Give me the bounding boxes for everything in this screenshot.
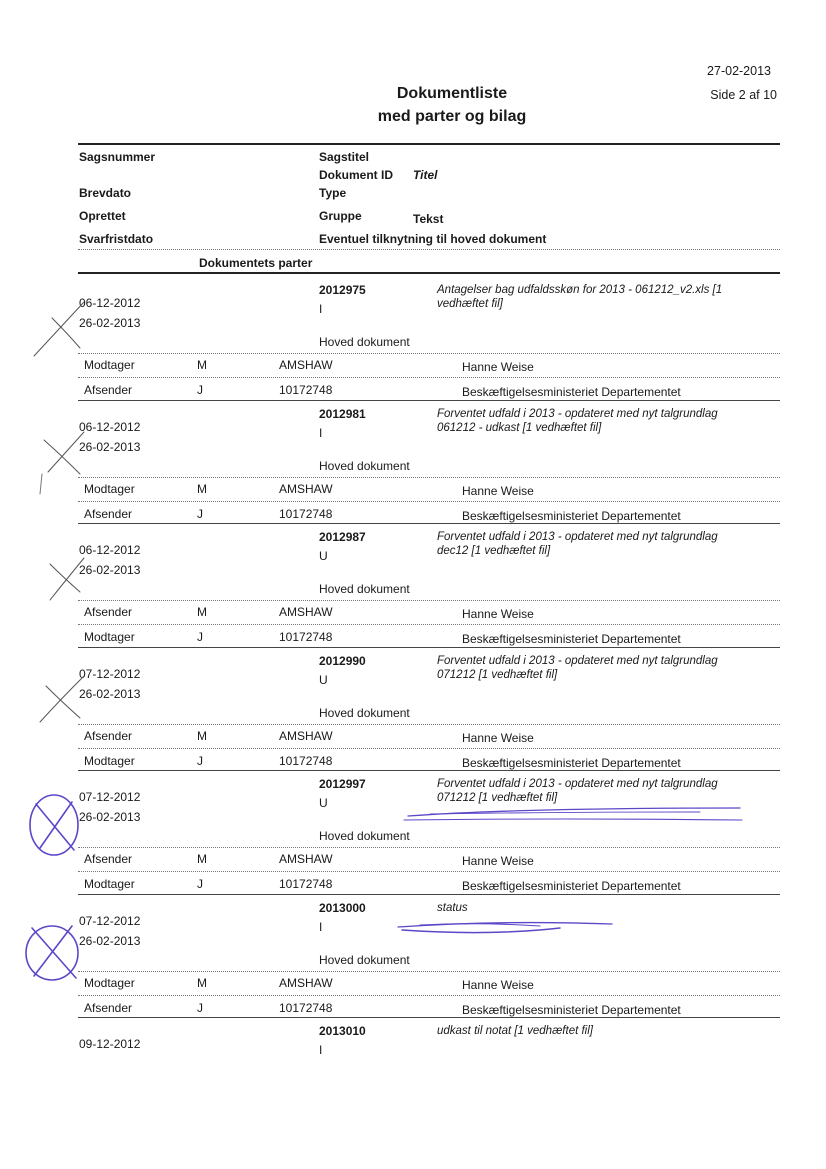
pencil-cross-4b <box>40 676 84 722</box>
doc-title: Antagelser bag udfaldsskøn for 2013 - 061212_v2.xls [1 vedhæftet fil] <box>437 284 723 310</box>
doc-oprettet: 26-02-2013 <box>79 563 141 577</box>
party-code: M <box>197 852 207 866</box>
party-role: Afsender <box>84 507 133 521</box>
col-titel: Titel <box>413 168 438 182</box>
pen-strike-1c <box>430 812 700 814</box>
header-top-rule <box>78 143 780 145</box>
doc-brevdato: 06-12-2012 <box>79 420 141 434</box>
page-number: Side 2 af 10 <box>710 88 777 102</box>
party-code: J <box>197 507 203 521</box>
doc-type: I <box>319 426 323 440</box>
party-ref: AMSHAW <box>279 852 333 866</box>
party-code: J <box>197 630 203 644</box>
doc-link-type: Hoved dokument <box>319 459 410 473</box>
col-svarfristdato: Svarfristdato <box>79 232 154 246</box>
pencil-cross-1b <box>34 302 84 356</box>
doc-id: 2012997 <box>319 777 366 791</box>
pen-circle-1 <box>30 795 78 855</box>
party-name: Beskæftigelsesministeriet Departementet <box>462 879 681 893</box>
party-ref: AMSHAW <box>279 358 333 372</box>
doc-id: 2013010 <box>319 1024 366 1038</box>
party-ref: AMSHAW <box>279 976 333 990</box>
col-type: Type <box>319 186 347 200</box>
party-role: Modtager <box>84 754 135 768</box>
party-role: Modtager <box>84 358 135 372</box>
col-tekst: Tekst <box>413 212 444 226</box>
doc-type: U <box>319 673 328 687</box>
party-role: Modtager <box>84 630 135 644</box>
doc-id: 2013000 <box>319 901 366 915</box>
pencil-cross-2 <box>44 440 80 474</box>
col-brevdato: Brevdato <box>79 186 132 200</box>
party-role: Modtager <box>84 482 135 496</box>
party-divider <box>78 501 780 502</box>
party-role: Afsender <box>84 605 133 619</box>
party-ref: 10172748 <box>279 383 333 397</box>
doc-brevdato: 07-12-2012 <box>79 667 141 681</box>
doc-id: 2012981 <box>319 407 366 421</box>
doc-oprettet: 26-02-2013 <box>79 687 141 701</box>
doc-id: 2012990 <box>319 654 366 668</box>
pen-strike-2 <box>398 923 612 927</box>
doc-title: Forventet udfald i 2013 - opdateret med nyt talgrundlag 071212 [1 vedhæftet fil] <box>437 778 718 804</box>
header-bottom-rule <box>78 272 780 274</box>
doc-type: U <box>319 549 328 563</box>
col-oprettet: Oprettet <box>79 209 126 223</box>
pencil-cross-4 <box>46 686 80 718</box>
doc-brevdato: 07-12-2012 <box>79 914 141 928</box>
doc-type: I <box>319 1043 323 1057</box>
doc-brevdato: 07-12-2012 <box>79 790 141 804</box>
document-title: Dokumentliste <box>396 85 508 102</box>
party-ref: AMSHAW <box>279 729 333 743</box>
party-name: Beskæftigelsesministeriet Departementet <box>462 756 681 770</box>
party-name: Beskæftigelsesministeriet Departementet <box>462 385 681 399</box>
col-gruppe: Gruppe <box>319 209 362 223</box>
party-role: Modtager <box>84 976 135 990</box>
pen-cross-2 <box>32 926 76 978</box>
record-divider <box>78 353 780 354</box>
print-date: 27-02-2013 <box>707 64 771 78</box>
pen-strike-1 <box>408 808 740 816</box>
party-code: J <box>197 877 203 891</box>
party-name: Hanne Weise <box>462 978 534 992</box>
doc-brevdato: 06-12-2012 <box>79 543 141 557</box>
party-divider <box>78 995 780 996</box>
record-separator <box>78 894 780 895</box>
doc-type: U <box>319 796 328 810</box>
doc-brevdato: 06-12-2012 <box>79 296 141 310</box>
pencil-cross-1 <box>52 318 80 348</box>
party-name: Hanne Weise <box>462 854 534 868</box>
party-name: Hanne Weise <box>462 607 534 621</box>
doc-title: Forventet udfald i 2013 - opdateret med nyt talgrundlag dec12 [1 vedhæftet fil] <box>437 531 718 557</box>
party-name: Beskæftigelsesministeriet Departementet <box>462 1003 681 1017</box>
party-divider <box>78 377 780 378</box>
doc-id: 2012987 <box>319 530 366 544</box>
party-code: M <box>197 605 207 619</box>
doc-link-type: Hoved dokument <box>319 582 410 596</box>
party-role: Afsender <box>84 729 133 743</box>
col-sagstitel: Sagstitel <box>319 150 370 164</box>
party-name: Beskæftigelsesministeriet Departementet <box>462 509 681 523</box>
pen-strike-2b <box>402 928 560 933</box>
party-role: Afsender <box>84 852 133 866</box>
col-eventuel-tilknytning: Eventuel tilknytning til hoved dokument <box>319 232 547 246</box>
col-dokument-id: Dokument ID <box>319 168 394 182</box>
party-code: J <box>197 383 203 397</box>
doc-id: 2012975 <box>319 283 366 297</box>
col-dokumentets-parter: Dokumentets parter <box>199 256 313 270</box>
party-code: J <box>197 754 203 768</box>
pen-strike-1b <box>404 819 742 820</box>
record-separator <box>78 770 780 771</box>
record-separator <box>78 647 780 648</box>
party-code: J <box>197 1001 203 1015</box>
doc-link-type: Hoved dokument <box>319 335 410 349</box>
party-divider <box>78 871 780 872</box>
party-divider <box>78 748 780 749</box>
doc-title: status <box>437 902 468 914</box>
col-sagsnummer: Sagsnummer <box>79 150 156 164</box>
record-separator <box>78 400 780 401</box>
record-divider <box>78 600 780 601</box>
party-name: Hanne Weise <box>462 484 534 498</box>
party-ref: AMSHAW <box>279 482 333 496</box>
record-divider <box>78 971 780 972</box>
header-divider <box>78 249 780 250</box>
doc-title: Forventet udfald i 2013 - opdateret med nyt talgrundlag 061212 - udkast [1 vedhæftet fil] <box>437 408 718 434</box>
pen-strike-2c <box>420 924 540 926</box>
doc-oprettet: 26-02-2013 <box>79 934 141 948</box>
doc-title: udkast til notat [1 vedhæftet fil] <box>437 1025 593 1037</box>
party-code: M <box>197 729 207 743</box>
party-ref: 10172748 <box>279 754 333 768</box>
doc-link-type: Hoved dokument <box>319 953 410 967</box>
document-subtitle: med parter og bilag <box>377 108 527 125</box>
doc-title: Forventet udfald i 2013 - opdateret med nyt talgrundlag 071212 [1 vedhæftet fil] <box>437 655 718 681</box>
doc-oprettet: 26-02-2013 <box>79 316 141 330</box>
doc-oprettet: 26-02-2013 <box>79 810 141 824</box>
pencil-cross-3 <box>50 564 80 592</box>
doc-type: I <box>319 920 323 934</box>
record-divider <box>78 724 780 725</box>
party-ref: 10172748 <box>279 877 333 891</box>
party-ref: 10172748 <box>279 507 333 521</box>
party-role: Afsender <box>84 1001 133 1015</box>
party-name: Hanne Weise <box>462 731 534 745</box>
pen-cross-1 <box>36 802 74 850</box>
doc-brevdato: 09-12-2012 <box>79 1037 141 1051</box>
party-ref: AMSHAW <box>279 605 333 619</box>
party-code: M <box>197 976 207 990</box>
doc-link-type: Hoved dokument <box>319 706 410 720</box>
party-role: Afsender <box>84 383 133 397</box>
party-name: Beskæftigelsesministeriet Departementet <box>462 632 681 646</box>
record-divider <box>78 847 780 848</box>
party-code: M <box>197 482 207 496</box>
party-code: M <box>197 358 207 372</box>
pen-circle-2 <box>26 926 78 980</box>
doc-link-type: Hoved dokument <box>319 829 410 843</box>
party-role: Modtager <box>84 877 135 891</box>
record-divider <box>78 477 780 478</box>
pencil-tick-2 <box>40 474 42 494</box>
doc-type: I <box>319 302 323 316</box>
party-divider <box>78 624 780 625</box>
party-name: Hanne Weise <box>462 360 534 374</box>
party-ref: 10172748 <box>279 1001 333 1015</box>
party-ref: 10172748 <box>279 630 333 644</box>
record-separator <box>78 1017 780 1018</box>
doc-oprettet: 26-02-2013 <box>79 440 141 454</box>
record-separator <box>78 523 780 524</box>
